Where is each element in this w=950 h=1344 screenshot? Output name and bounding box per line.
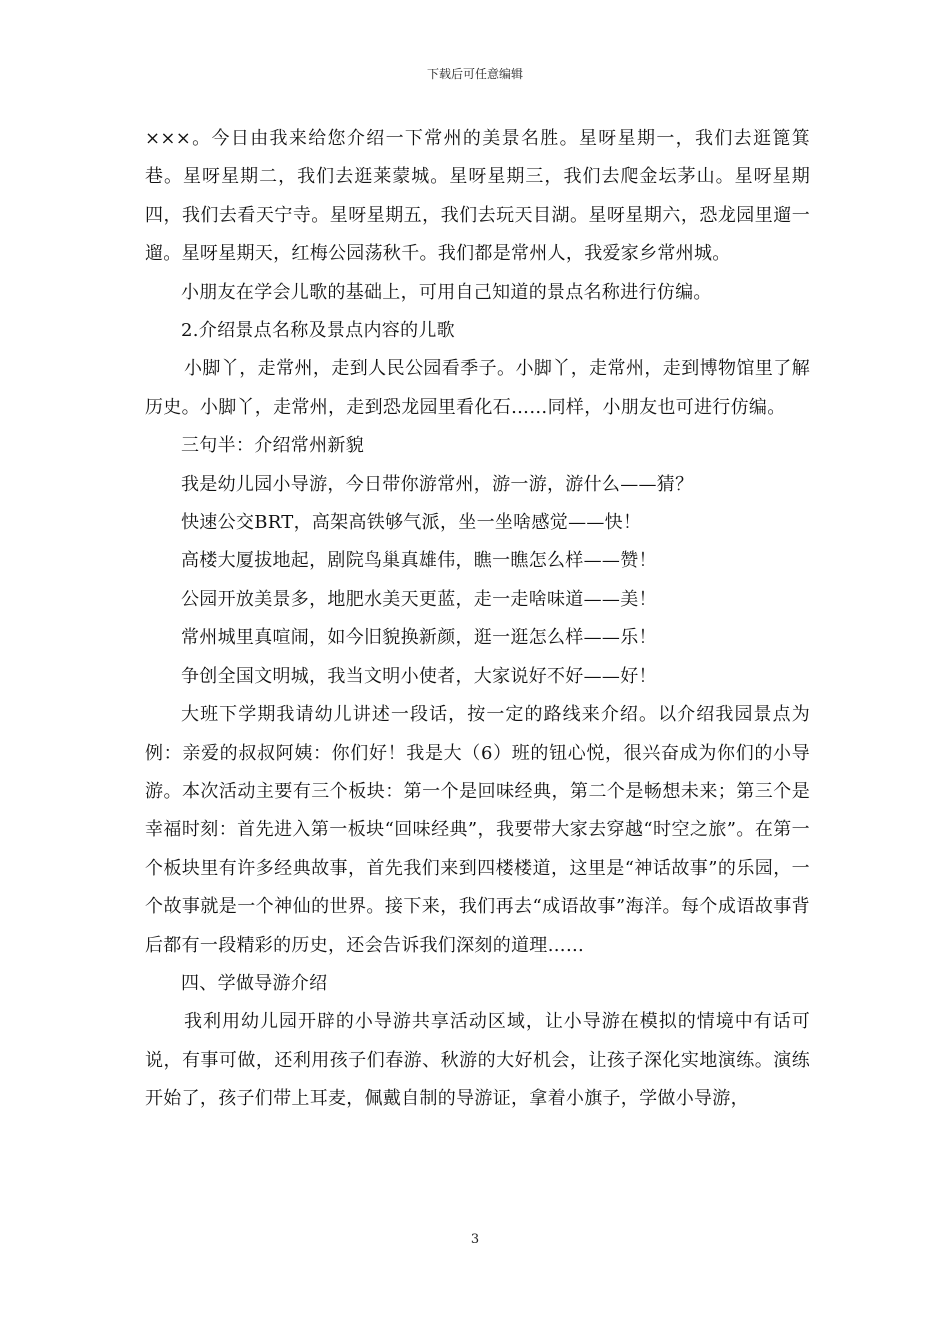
verse-line-3: 高楼大厦拔地起，剧院鸟巢真雄伟，瞧一瞧怎么样——赞！ bbox=[181, 550, 657, 572]
section-heading-three-and-half: 三句半：介绍常州新貌 bbox=[181, 435, 364, 457]
verse-line-4: 公园开放美景多，地肥水美天更蓝，走一走啥味道——美！ bbox=[181, 588, 657, 610]
verse-line-6: 争创全国文明城，我当文明小使者，大家说好不好——好！ bbox=[181, 665, 657, 687]
paragraph-guide-practice: 我利用幼儿园开辟的小导游共享活动区域，让小导游在模拟的情境中有话可说，有事可做，还利用孩子们春游、秋游的大好机会，让孩子深化实地演练。演练开始了，孩子们带上耳麦，佩戴自制的导游证，拿着小旗子，学做小导游， bbox=[145, 1011, 810, 1110]
section-heading-rhyme: 2.介绍景点名称及景点内容的儿歌 bbox=[181, 320, 455, 342]
page-header: 下载后可任意编辑 bbox=[426, 67, 523, 81]
verse-line-2: 快速公交BRT，高架高铁够气派，坐一坐啥感觉——快！ bbox=[181, 512, 642, 534]
page-number: 3 bbox=[470, 1232, 480, 1247]
paragraph-little-feet-rhyme: 小脚丫，走常州，走到人民公园看季子。小脚丫，走常州，走到博物馆里了解历史。小脚丫，走常州，走到恐龙园里看化石……同样，小朋友也可进行仿编。 bbox=[145, 358, 810, 418]
verse-line-1: 我是幼儿园小导游，今日带你游常州，游一游，游什么——猜？ bbox=[181, 473, 694, 495]
paragraph-scenic-rhyme: ×××。今日由我来给您介绍一下常州的美景名胜。星呀星期一，我们去逛篦箕巷。星呀星期二，我们去逛莱蒙城。星呀星期三，我们去爬金坛茅山。星呀星期四，我们去看天宁寺。星呀星期五，我们去玩天目湖。星呀星期六，恐龙园里遛一遛。星呀星期天，红梅公园荡秋千。我们都是常州人，我爱家乡常州城。 bbox=[145, 128, 810, 265]
paragraph-imitation-note: 小朋友在学会儿歌的基础上，可用自己知道的景点名称进行仿编。 bbox=[181, 281, 712, 303]
section-heading-guide-practice: 四、学做导游介绍 bbox=[181, 972, 328, 994]
body-text bbox=[145, 120, 810, 1119]
paragraph-guide-speech: 大班下学期我请幼儿讲述一段话，按一定的路线来介绍。以介绍我园景点为例：亲爱的叔叔阿姨：你们好！我是大（6）班的钮心悦，很兴奋成为你们的小导游。本次活动主要有三个板块：第一个是回味经典，第二个是畅想未来；第三个是幸福时刻：首先进入第一板块“回味经典”，我要带大家去穿越“时空之旅”。在第一个板块里有许多经典故事，首先我们来到四楼楼道，这里是“神话故事”的乐园，一个故事就是一个神仙的世界。接下来，我们再去“成语故事”海洋。每个成语故事背后都有一段精彩的历史，还会告诉我们深刻的道理…… bbox=[145, 704, 810, 956]
verse-line-5: 常州城里真喧闹，如今旧貌换新颜，逛一逛怎么样——乐！ bbox=[181, 627, 657, 649]
